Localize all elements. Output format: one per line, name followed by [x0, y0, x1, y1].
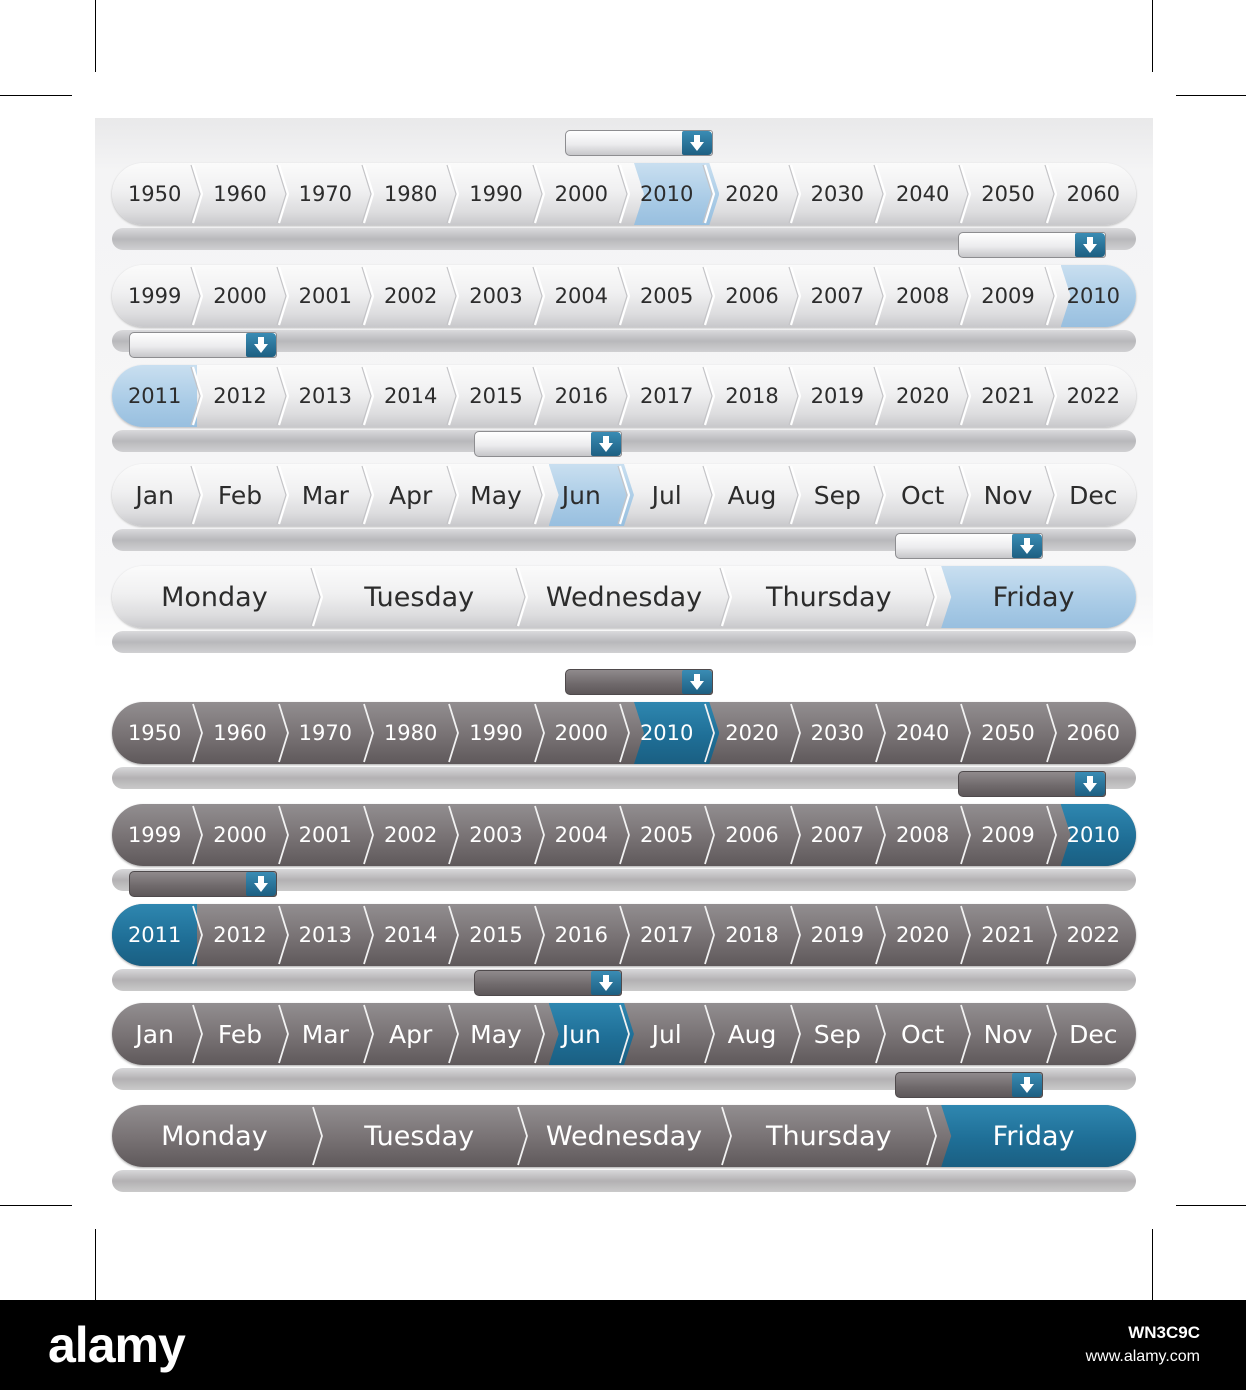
- range-slider[interactable]: [958, 771, 1106, 797]
- timeline-segment[interactable]: 2009: [981, 823, 1035, 847]
- timeline-segment[interactable]: 2012: [213, 384, 267, 408]
- timeline-segment[interactable]: Oct: [901, 1019, 945, 1049]
- segment-divider: [716, 1105, 736, 1167]
- arrow-down-icon: [689, 673, 705, 691]
- segment-divider: [870, 365, 890, 427]
- brand-logo: alamy: [48, 1317, 185, 1373]
- timeline-segment[interactable]: Jun: [561, 480, 601, 510]
- timeline-bar: [112, 1003, 1136, 1065]
- segment-divider: [955, 904, 975, 966]
- timeline-segment[interactable]: Apr: [389, 1019, 433, 1049]
- timeline-segment[interactable]: Monday: [161, 1120, 268, 1152]
- segment-divider: [443, 265, 463, 327]
- arrow-down-icon: [1082, 775, 1098, 793]
- segment-divider: [1041, 365, 1061, 427]
- segment-divider: [921, 566, 941, 628]
- timeline-segment[interactable]: 2008: [895, 823, 950, 847]
- timeline-segment[interactable]: 2017: [639, 384, 694, 408]
- arrow-down-icon: [253, 336, 269, 354]
- segment-divider: [187, 464, 207, 526]
- timeline-segment[interactable]: Feb: [217, 480, 263, 510]
- timeline-segment[interactable]: 2010: [639, 182, 694, 206]
- watermark-footer: [0, 1300, 1246, 1390]
- timeline-segment[interactable]: 2000: [554, 182, 609, 206]
- segment-divider: [273, 702, 293, 764]
- segment-divider: [529, 1003, 549, 1065]
- segment-divider: [187, 365, 207, 427]
- timeline-segment[interactable]: 2011: [127, 384, 182, 408]
- timeline-segment[interactable]: 2020: [895, 384, 950, 408]
- slider-knob[interactable]: [1012, 534, 1042, 558]
- segment-divider: [443, 804, 463, 866]
- segment-divider: [443, 1003, 463, 1065]
- range-slider[interactable]: [474, 431, 622, 457]
- timeline-segment[interactable]: 2021: [981, 923, 1035, 947]
- timeline-segment[interactable]: 2010: [1066, 823, 1121, 847]
- segment-divider: [529, 904, 549, 966]
- crop-mark: [1176, 95, 1246, 96]
- range-slider[interactable]: [958, 232, 1106, 258]
- segment-divider: [358, 904, 378, 966]
- segment-divider: [699, 702, 719, 764]
- timeline-segment[interactable]: Nov: [983, 480, 1033, 510]
- segment-divider: [529, 464, 549, 526]
- segment-divider: [1041, 163, 1061, 225]
- segment-divider: [187, 163, 207, 225]
- crop-mark: [1152, 1229, 1153, 1300]
- timeline-bar: [112, 904, 1136, 966]
- segment-divider: [443, 702, 463, 764]
- slider-knob[interactable]: [1012, 1073, 1042, 1097]
- segment-divider: [614, 163, 634, 225]
- timeline-segment[interactable]: 1980: [383, 182, 438, 206]
- timeline-segment[interactable]: 2000: [213, 823, 267, 847]
- timeline-segment[interactable]: 2012: [213, 923, 267, 947]
- segment-divider: [699, 265, 719, 327]
- segment-divider: [955, 365, 975, 427]
- timeline-segment[interactable]: May: [470, 480, 522, 510]
- segment-divider: [187, 904, 207, 966]
- range-slider[interactable]: [474, 970, 622, 996]
- segment-divider: [512, 566, 532, 628]
- segment-divider: [1041, 1003, 1061, 1065]
- timeline-segment[interactable]: 1960: [213, 721, 267, 745]
- timeline-segment[interactable]: 2007: [810, 823, 865, 847]
- timeline-segment[interactable]: 1999: [127, 284, 182, 308]
- timeline-segment[interactable]: 1960: [213, 182, 267, 206]
- timeline-segment[interactable]: 2040: [895, 182, 950, 206]
- timeline-segment[interactable]: 2040: [895, 721, 950, 745]
- crop-mark: [1152, 0, 1153, 72]
- bar-reflection: [112, 430, 1136, 452]
- timeline-segment[interactable]: 1950: [127, 721, 182, 745]
- range-slider[interactable]: [565, 130, 713, 156]
- segment-divider: [529, 702, 549, 764]
- segment-divider: [699, 804, 719, 866]
- slider-knob[interactable]: [591, 432, 621, 456]
- timeline-segment[interactable]: 2016: [554, 384, 609, 408]
- timeline-segment[interactable]: 2005: [639, 823, 694, 847]
- timeline-segment[interactable]: 2060: [1066, 182, 1121, 206]
- timeline-segment[interactable]: 2003: [469, 284, 523, 308]
- timeline-segment[interactable]: 2005: [639, 284, 694, 308]
- timeline-segment[interactable]: Sep: [813, 1019, 861, 1049]
- timeline-segment[interactable]: 2015: [469, 923, 523, 947]
- arrow-down-icon: [1019, 537, 1035, 555]
- timeline-segment[interactable]: 2007: [810, 284, 865, 308]
- segment-divider: [443, 904, 463, 966]
- crop-mark: [95, 0, 96, 72]
- timeline-bar: [112, 464, 1136, 526]
- timeline-segment[interactable]: 2018: [725, 384, 779, 408]
- timeline-segment[interactable]: 2015: [469, 384, 523, 408]
- timeline-bar: [112, 566, 1136, 628]
- timeline-segment[interactable]: Monday: [161, 581, 268, 613]
- arrow-down-icon: [1082, 236, 1098, 254]
- slider-knob[interactable]: [246, 872, 276, 896]
- timeline-segment[interactable]: Friday: [992, 1120, 1075, 1152]
- crop-mark: [0, 1205, 72, 1206]
- timeline-segment[interactable]: 2001: [298, 823, 353, 847]
- arrow-down-icon: [598, 974, 614, 992]
- timeline-segment[interactable]: 2019: [810, 384, 865, 408]
- bar-reflection: [112, 969, 1136, 991]
- timeline-segment[interactable]: Wednesday: [545, 581, 703, 613]
- segment-divider: [1041, 804, 1061, 866]
- timeline-segment[interactable]: 2008: [895, 284, 950, 308]
- timeline-segment[interactable]: 2019: [810, 923, 865, 947]
- watermark-url: www.alamy.com: [1085, 1348, 1200, 1365]
- range-slider[interactable]: [129, 332, 277, 358]
- segment-divider: [870, 702, 890, 764]
- timeline-segment[interactable]: 2020: [725, 182, 779, 206]
- segment-divider: [921, 1105, 941, 1167]
- segment-divider: [358, 365, 378, 427]
- segment-divider: [1041, 265, 1061, 327]
- segment-divider: [699, 1003, 719, 1065]
- timeline-segment[interactable]: Mar: [301, 1019, 349, 1049]
- timeline-segment[interactable]: 2060: [1066, 721, 1121, 745]
- segment-divider: [273, 1003, 293, 1065]
- timeline-segment[interactable]: 2018: [725, 923, 779, 947]
- arrow-down-icon: [598, 435, 614, 453]
- segment-divider: [955, 1003, 975, 1065]
- timeline-segment[interactable]: 2004: [554, 823, 609, 847]
- timeline-segment[interactable]: 2030: [810, 721, 865, 745]
- segment-divider: [785, 464, 805, 526]
- timeline-segment[interactable]: Jul: [651, 1019, 682, 1049]
- timeline-segment[interactable]: 2050: [981, 182, 1035, 206]
- timeline-segment[interactable]: 2016: [554, 923, 609, 947]
- segment-divider: [273, 904, 293, 966]
- segment-divider: [614, 804, 634, 866]
- segment-divider: [716, 566, 736, 628]
- slider-knob[interactable]: [246, 333, 276, 357]
- segment-divider: [273, 804, 293, 866]
- segment-divider: [273, 265, 293, 327]
- arrow-down-icon: [1019, 1076, 1035, 1094]
- timeline-segment[interactable]: 2013: [298, 923, 353, 947]
- segment-divider: [307, 566, 327, 628]
- timeline-segment[interactable]: 2014: [383, 384, 438, 408]
- timeline-segment[interactable]: Thursday: [766, 1120, 892, 1152]
- bar-reflection: [112, 631, 1136, 653]
- timeline-bar: [112, 365, 1136, 427]
- crop-mark: [1176, 1205, 1246, 1206]
- segment-divider: [358, 804, 378, 866]
- timeline-segment[interactable]: Jun: [561, 1019, 601, 1049]
- segment-divider: [614, 365, 634, 427]
- segment-divider: [870, 163, 890, 225]
- segment-divider: [273, 464, 293, 526]
- segment-divider: [785, 702, 805, 764]
- segment-divider: [785, 163, 805, 225]
- segment-divider: [614, 904, 634, 966]
- timeline-segment[interactable]: Apr: [389, 480, 433, 510]
- timeline-segment[interactable]: Mar: [301, 480, 349, 510]
- segment-divider: [358, 163, 378, 225]
- crop-mark: [0, 95, 72, 96]
- segment-divider: [443, 464, 463, 526]
- segment-divider: [614, 265, 634, 327]
- segment-divider: [870, 1003, 890, 1065]
- segment-divider: [955, 702, 975, 764]
- timeline-segment[interactable]: Jul: [651, 480, 682, 510]
- segment-divider: [443, 365, 463, 427]
- segment-divider: [870, 904, 890, 966]
- timeline-segment[interactable]: Feb: [217, 1019, 263, 1049]
- segment-divider: [785, 904, 805, 966]
- timeline-segment[interactable]: Wednesday: [545, 1120, 703, 1152]
- timeline-segment[interactable]: Tuesday: [364, 1120, 475, 1152]
- timeline-segment[interactable]: 2000: [554, 721, 609, 745]
- timeline-segment[interactable]: 2006: [725, 823, 779, 847]
- segment-divider: [273, 163, 293, 225]
- timeline-segment[interactable]: Aug: [727, 480, 777, 510]
- segment-divider: [443, 163, 463, 225]
- timeline-segment[interactable]: 1970: [298, 182, 353, 206]
- segment-divider: [699, 163, 719, 225]
- timeline-segment[interactable]: 2009: [981, 284, 1035, 308]
- segment-divider: [870, 464, 890, 526]
- range-slider[interactable]: [895, 1072, 1043, 1098]
- segment-divider: [614, 464, 634, 526]
- slider-knob[interactable]: [1075, 233, 1105, 257]
- segment-divider: [187, 1003, 207, 1065]
- segment-divider: [955, 265, 975, 327]
- timeline-bar: [112, 804, 1136, 866]
- timeline-segment[interactable]: 2003: [469, 823, 523, 847]
- segment-divider: [955, 804, 975, 866]
- timeline-segment[interactable]: 2011: [127, 923, 182, 947]
- timeline-segment[interactable]: May: [470, 1019, 522, 1049]
- timeline-segment[interactable]: 2022: [1066, 384, 1121, 408]
- slider-knob[interactable]: [682, 131, 712, 155]
- timeline-segment[interactable]: 2020: [895, 923, 950, 947]
- timeline-segment[interactable]: Oct: [901, 480, 945, 510]
- timeline-segment[interactable]: 2021: [981, 384, 1035, 408]
- timeline-bar: [112, 702, 1136, 764]
- crop-mark: [95, 1229, 96, 1300]
- segment-divider: [529, 163, 549, 225]
- arrow-down-icon: [689, 134, 705, 152]
- segment-divider: [187, 702, 207, 764]
- segment-divider: [529, 365, 549, 427]
- timeline-segment[interactable]: 1999: [127, 823, 182, 847]
- timeline-segment[interactable]: Tuesday: [364, 581, 475, 613]
- timeline-segment[interactable]: 2020: [725, 721, 779, 745]
- range-slider[interactable]: [895, 533, 1043, 559]
- timeline-segment[interactable]: 2006: [725, 284, 779, 308]
- timeline-segment[interactable]: 2010: [639, 721, 694, 745]
- segment-divider: [699, 464, 719, 526]
- slider-knob[interactable]: [1075, 772, 1105, 796]
- timeline-segment[interactable]: Sep: [813, 480, 861, 510]
- timeline-segment[interactable]: 2017: [639, 923, 694, 947]
- segment-divider: [870, 265, 890, 327]
- timeline-segment[interactable]: 2030: [810, 182, 865, 206]
- segment-divider: [358, 702, 378, 764]
- slider-knob[interactable]: [591, 971, 621, 995]
- timeline-segment[interactable]: 2000: [213, 284, 267, 308]
- timeline-segment[interactable]: 2013: [298, 384, 353, 408]
- timeline-segment[interactable]: Dec: [1069, 1019, 1118, 1049]
- segment-divider: [785, 804, 805, 866]
- slider-knob[interactable]: [682, 670, 712, 694]
- segment-divider: [1041, 464, 1061, 526]
- segment-divider: [870, 804, 890, 866]
- image-id: WN3C9C: [1128, 1323, 1200, 1342]
- segment-divider: [187, 804, 207, 866]
- segment-divider: [1041, 702, 1061, 764]
- timeline-segment[interactable]: Jan: [135, 1019, 174, 1049]
- timeline-segment[interactable]: 1980: [383, 721, 438, 745]
- segment-divider: [358, 265, 378, 327]
- timeline-segment[interactable]: 2050: [981, 721, 1035, 745]
- timeline-segment[interactable]: 2014: [383, 923, 438, 947]
- timeline-segment[interactable]: 1990: [469, 182, 523, 206]
- segment-divider: [955, 163, 975, 225]
- segment-divider: [307, 1105, 327, 1167]
- segment-divider: [187, 265, 207, 327]
- segment-divider: [358, 464, 378, 526]
- segment-divider: [358, 1003, 378, 1065]
- segment-divider: [785, 265, 805, 327]
- segment-divider: [1041, 904, 1061, 966]
- timeline-segment[interactable]: 1950: [127, 182, 182, 206]
- timeline-segment[interactable]: 2022: [1066, 923, 1121, 947]
- timeline-segment[interactable]: Thursday: [766, 581, 892, 613]
- segment-divider: [785, 1003, 805, 1065]
- segment-divider: [614, 702, 634, 764]
- timeline-segment[interactable]: 2004: [554, 284, 609, 308]
- arrow-down-icon: [253, 875, 269, 893]
- timeline-segment[interactable]: 2010: [1066, 284, 1121, 308]
- timeline-bar: [112, 163, 1136, 225]
- bar-reflection: [112, 1170, 1136, 1192]
- range-slider[interactable]: [129, 871, 277, 897]
- timeline-segment[interactable]: 1970: [298, 721, 353, 745]
- segment-divider: [614, 1003, 634, 1065]
- timeline-segment[interactable]: 2001: [298, 284, 353, 308]
- segment-divider: [512, 1105, 532, 1167]
- segment-divider: [273, 365, 293, 427]
- timeline-bar: [112, 1105, 1136, 1167]
- timeline-bar: [112, 265, 1136, 327]
- segment-divider: [699, 904, 719, 966]
- timeline-segment[interactable]: Dec: [1069, 480, 1118, 510]
- segment-divider: [529, 804, 549, 866]
- range-slider[interactable]: [565, 669, 713, 695]
- timeline-segment[interactable]: 2002: [383, 284, 438, 308]
- timeline-segment[interactable]: 1990: [469, 721, 523, 745]
- timeline-segment[interactable]: 2002: [383, 823, 438, 847]
- segment-divider: [699, 365, 719, 427]
- segment-divider: [785, 365, 805, 427]
- timeline-segment[interactable]: Aug: [727, 1019, 777, 1049]
- timeline-segment[interactable]: Friday: [992, 581, 1075, 613]
- segment-divider: [955, 464, 975, 526]
- timeline-segment[interactable]: Nov: [983, 1019, 1033, 1049]
- timeline-segment[interactable]: Jan: [135, 480, 174, 510]
- segment-divider: [529, 265, 549, 327]
